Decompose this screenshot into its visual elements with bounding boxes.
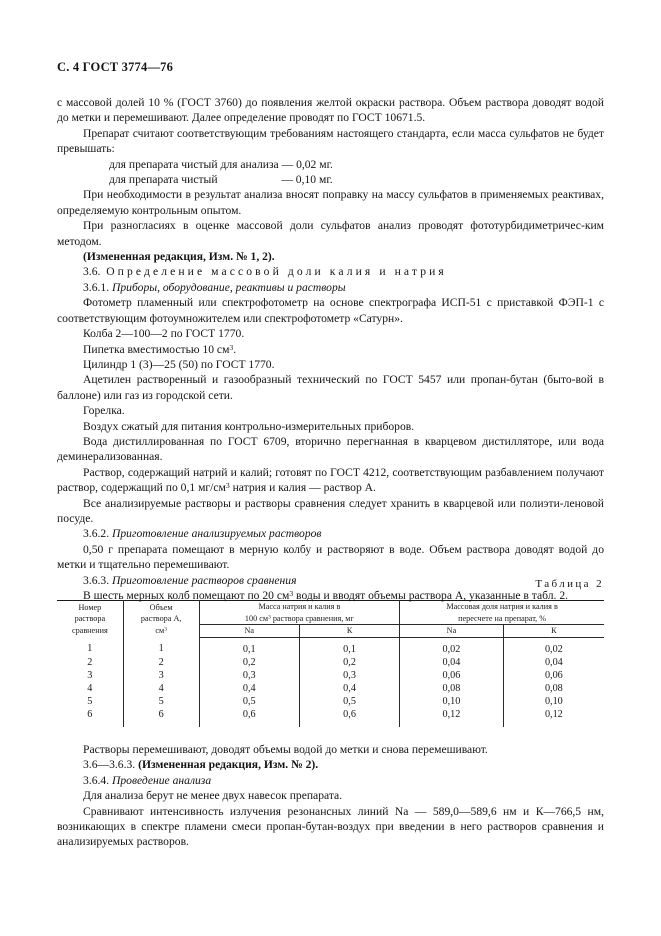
cell-solution-number: 2 — [57, 656, 123, 669]
list-item-burner: Горелка. — [83, 404, 125, 418]
section-title-3-6-4: Проведение анализа — [112, 773, 212, 787]
section-title-3-6-2: Приготовление анализируемых растворов — [112, 527, 322, 541]
table-head — [57, 601, 604, 638]
cell-na-fraction: 0,02 — [400, 637, 504, 656]
cell-k-mass: 0,1 — [299, 637, 399, 656]
group1-line-2a: 100 см — [244, 613, 269, 623]
cell-na-fraction: 0,06 — [400, 669, 504, 682]
paragraph-distilled-water: Вода дистиллированная по ГОСТ 6709, вторично перегнанная в кварцевом дистилляторе, или вода деминерализованная. — [57, 434, 604, 464]
cell-solution-number: 5 — [57, 695, 123, 708]
section-title-3-6-3: Приготовление растворов сравнения — [112, 573, 297, 587]
table-row — [57, 708, 604, 727]
group-header-mass — [199, 601, 400, 625]
section-heading-3-6-1 — [57, 280, 604, 295]
cell-volume: 5 — [123, 695, 199, 708]
section-number-3-6-1: 3.6.1. — [83, 280, 110, 294]
cell-solution-number: 1 — [57, 637, 123, 656]
section-heading-3-6-4 — [57, 773, 604, 788]
cell-k-mass: 0,3 — [299, 669, 399, 682]
paragraph-two-samples: Для анализа берут не менее двух навесок препарата. — [83, 789, 343, 803]
cell-k-fraction: 0,10 — [503, 695, 604, 708]
document-body-after-table — [57, 742, 604, 850]
revision-2-sections: 3.6—3.6.3. — [83, 758, 139, 772]
col-header-line-1: Номер — [78, 602, 102, 612]
col-header-line-2: раствора — [74, 614, 106, 624]
table-row — [57, 682, 604, 695]
cell-na-mass: 0,3 — [199, 669, 299, 682]
paragraph-mix-solutions: Растворы перемешивают, доводят объемы водой до метки и снова перемешивают. — [83, 743, 488, 756]
group1-superscript: 3 — [268, 614, 271, 621]
section-title-3-6-1: Приборы, оборудование, реактивы и растворы — [112, 280, 346, 294]
section-heading-3-6-2 — [57, 526, 604, 541]
table-caption: Таблица 2 — [535, 578, 604, 590]
list-item-pipette — [57, 342, 604, 357]
cell-k-fraction: 0,12 — [503, 708, 604, 727]
group2-line-1: Массовая доля натрия и калия в — [446, 602, 558, 611]
cell-k-mass: 0,4 — [299, 682, 399, 695]
section-title-3-6: Определение массовой доли калия и натрия — [106, 265, 447, 279]
list-item-compressed-air: Воздух сжатый для питания контрольно-измерительных приборов. — [83, 419, 415, 433]
table-row — [57, 669, 604, 682]
col-header-solution-number — [57, 601, 123, 638]
cell-solution-number: 3 — [57, 669, 123, 682]
paragraph-acetylene: Ацетилен растворенный и газообразный технический по ГОСТ 5457 или пропан-бутан (быто-вой в баллоне) или газ из городской сети. — [57, 373, 604, 402]
table-row — [57, 695, 604, 708]
paragraph-sample-prep: 0,50 г препарата помещают в мерную колбу и растворяют в воде. Объем раствора доводят водой до метки и тщательно перемешивают. — [57, 542, 604, 572]
subcol-header-k-fraction: К — [503, 625, 604, 638]
pipette-text-end: . — [233, 342, 237, 356]
paragraph-photometer: Фотометр пламенный или спектрофотометр на основе спектрографа ИСП-51 с приставкой ФЭП-1 с соответствующим фотоумножителем или спектрофотометр «Сатурн». — [57, 296, 604, 325]
list-item-pure-analysis: для препарата чистый для анализа — 0,02 мг. — [109, 157, 333, 171]
cell-k-fraction: 0,02 — [503, 637, 604, 656]
list-item-flask: Колба 2—100—2 по ГОСТ 1770. — [83, 327, 245, 341]
solution-a-text: Раствор, содержащий натрий и калий; готовят по ГОСТ 4212, соответствующим разбавлением получают раствор, содержащий по 0,1 мг/см — [57, 465, 604, 495]
paragraph-correction: При необходимости в результат анализа вносят поправку на массу сульфатов в применяемых реактивах, определяемую контрольным опытом. — [57, 188, 604, 217]
cell-na-mass: 0,5 — [199, 695, 299, 708]
section-number-3-6-2: 3.6.2. — [83, 527, 110, 541]
cell-volume: 1 — [123, 637, 199, 656]
cell-na-fraction: 0,10 — [400, 695, 504, 708]
cell-volume: 6 — [123, 708, 199, 727]
reference-prep-text: В шесть мерных колб помещают по 20 см — [83, 589, 290, 602]
cell-volume: 3 — [123, 669, 199, 682]
cell-na-mass: 0,2 — [199, 656, 299, 669]
solution-a-text-end: натрия и калия — раствор А. — [229, 481, 376, 495]
table-row — [57, 656, 604, 669]
cell-na-mass: 0,1 — [199, 637, 299, 656]
volume-superscript: 3 — [164, 626, 167, 633]
running-head: С. 4 ГОСТ 3774—76 — [57, 60, 174, 74]
cell-k-mass: 0,5 — [299, 695, 399, 708]
reference-prep-text-end: воды и вводят объемы раствора А, указанные в табл. 2. — [293, 589, 569, 602]
cell-solution-number: 6 — [57, 708, 123, 727]
volume-line-1: Объем — [149, 602, 173, 612]
revision-note-1: (Измененная редакция, Изм. № 1, 2). — [83, 250, 275, 264]
cell-volume: 2 — [123, 656, 199, 669]
pipette-superscript: 3 — [229, 342, 234, 352]
subcol-header-na-fraction: Na — [400, 625, 504, 638]
section-heading-3-6 — [57, 264, 604, 279]
group2-line-2: пересчете на препарат, % — [458, 613, 547, 623]
paragraph-requirements: Препарат считают соответствующим требованиям настоящего стандарта, если масса сульфатов не будет превышать: — [57, 126, 604, 156]
reference-prep-superscript: 3 — [289, 588, 294, 598]
pipette-text: Пипетка вместимостью 10 см — [83, 342, 230, 356]
cell-k-fraction: 0,08 — [503, 682, 604, 695]
col-header-line-3: сравнения — [71, 625, 108, 635]
subcol-header-na-mass: Na — [199, 625, 299, 638]
revision-2-text: (Измененная редакция, Изм. № 2). — [138, 758, 319, 772]
cell-volume: 4 — [123, 682, 199, 695]
cell-na-fraction: 0,04 — [400, 656, 504, 669]
paragraph-solution-a — [57, 465, 604, 496]
cell-na-fraction: 0,12 — [400, 708, 504, 727]
paragraph-disagreement: При разногласиях в оценке массовой доли сульфатов анализ проводят фототурбидиметричес-ким методом. — [57, 219, 604, 248]
paragraph-storage: Все анализируемые растворы и растворы сравнения следует хранить в кварцевой или полиэти-леновой посуде. — [57, 496, 604, 525]
volume-line-3: см — [155, 625, 165, 635]
group1-line-2b: раствора сравнения, мг — [270, 613, 354, 623]
table-header-row-top — [57, 601, 604, 625]
volume-line-2: раствора А, — [140, 614, 182, 624]
cell-k-fraction: 0,04 — [503, 656, 604, 669]
cell-k-mass: 0,2 — [299, 656, 399, 669]
group-header-mass-fraction — [400, 601, 604, 625]
cell-na-fraction: 0,08 — [400, 682, 504, 695]
table-row — [57, 637, 604, 656]
subcol-header-k-mass: К — [299, 625, 399, 638]
paragraph-sulfate-intro: с массовой долей 10 % (ГОСТ 3760) до появления желтой окраски раствора. Объем раствора доводят водой до метки и перемешивают. Далее определение проводят по ГОСТ 10671.5. — [57, 96, 604, 125]
cell-na-mass: 0,6 — [199, 708, 299, 727]
section-number-3-6: 3.6. — [83, 265, 101, 279]
section-number-3-6-4: 3.6.4. — [83, 773, 110, 787]
col-header-volume-solution-a — [123, 601, 199, 638]
paragraph-resonance-lines: Сравнивают интенсивность излучения резонансных линий Na — 589,0—589,6 нм и К—766,5 нм, возникающих в спектре пламени смеси пропан-бутан-воздух при введении в него растворов сравнения и анализируемых растворов. — [57, 804, 604, 849]
revision-note-2 — [57, 757, 604, 772]
cell-na-mass: 0,4 — [199, 682, 299, 695]
list-item-cylinder: Цилиндр 1 (3)—25 (50) по ГОСТ 1770. — [83, 357, 275, 371]
cell-solution-number: 4 — [57, 682, 123, 695]
cell-k-mass: 0,6 — [299, 708, 399, 727]
reference-solutions-table — [57, 600, 604, 727]
list-item-pure: для препарата чистый — 0,10 мг. — [109, 173, 333, 187]
section-number-3-6-3: 3.6.3. — [83, 573, 110, 587]
section-heading-3-6-3 — [57, 573, 604, 588]
group1-line-1: Масса натрия и калия в — [258, 602, 341, 611]
solution-a-superscript: 3 — [225, 480, 230, 490]
document-body — [57, 95, 604, 603]
table-body — [57, 637, 604, 727]
cell-k-fraction: 0,06 — [503, 669, 604, 682]
